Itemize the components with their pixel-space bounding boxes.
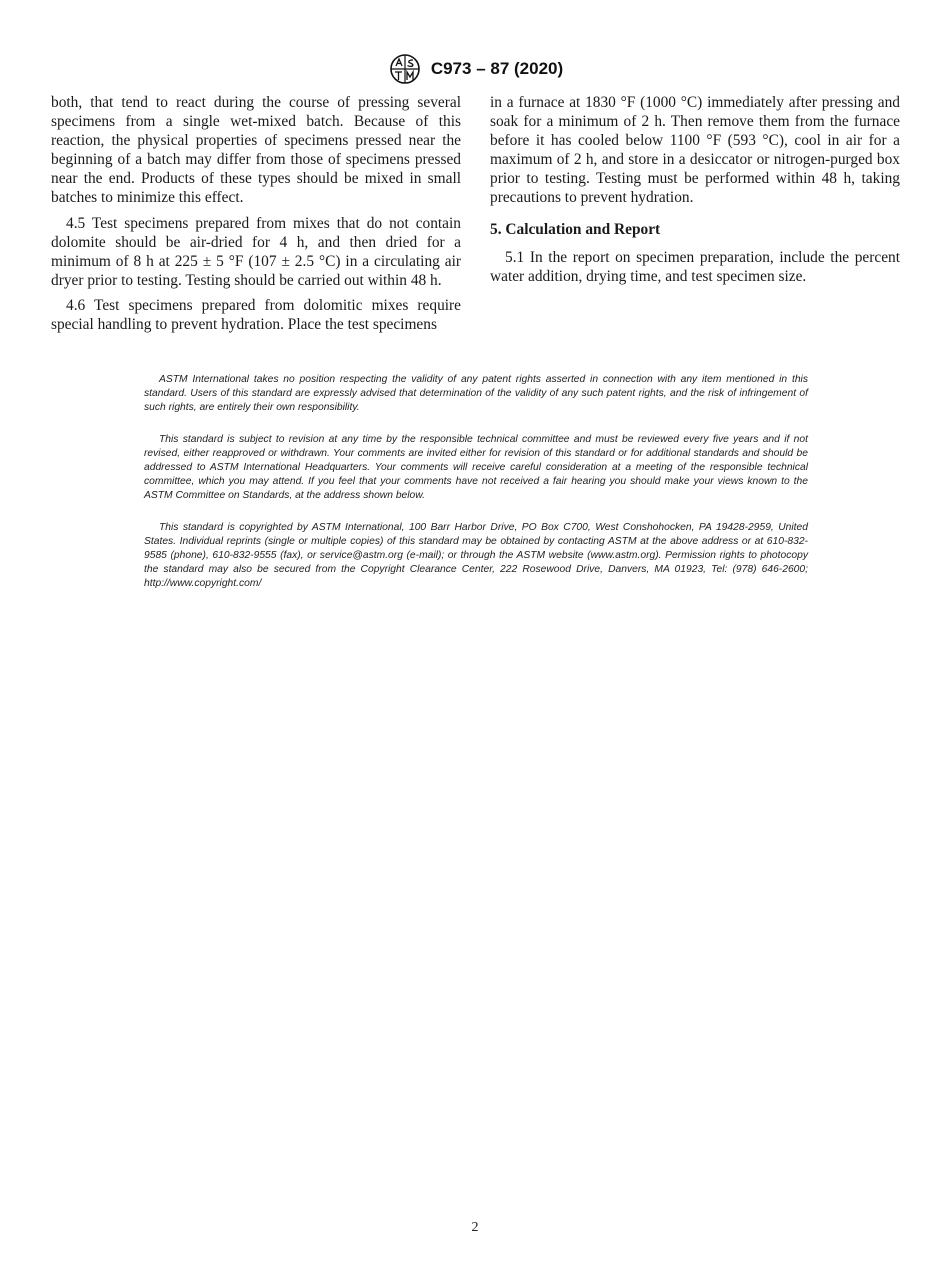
legal-notices [144, 373, 808, 609]
right-column [490, 93, 900, 292]
paragraph-5-1: 5.1 In the report on specimen preparation, include the percent water addition, drying time, and test specimen size. [490, 248, 900, 285]
paragraph-4-5: 4.5 Test specimens prepared from mixes that do not contain dolomite should be air-dried for 4 h, and then dried for a minimum of 8 h at 225 ± 5 °F (107 ± 2.5 °C) in a circulating air dryer prior to testing. Testing should be carried out within 48 h. [51, 214, 461, 289]
left-column [51, 93, 461, 340]
page-header [0, 52, 950, 86]
patent-notice: ASTM International takes no position respecting the validity of any patent rights asserted in connection with any item mentioned in this standard. Users of this standard are expressly advised that determination of the validity of any such patent rights, and the risk of infringement of such rights, are entirely their own responsibility. [144, 374, 808, 413]
document-id: C973 – 87 (2020) [430, 59, 564, 78]
astm-logo-icon [387, 52, 423, 86]
section-heading-5: 5. Calculation and Report [490, 220, 661, 238]
revision-notice: This standard is subject to revision at any time by the responsible technical committee and must be reviewed every five years and if not revised, either reapproved or withdrawn. Your comments are invited either for revision of this standard or for additional standards and should be addressed to ASTM International Headquarters. Your comments will receive careful consideration at a meeting of the responsible technical committee, which you may attend. If you feel that your comments have not received a fair hearing you should make your views known to the ASTM Committee on Standards, at the address shown below. [144, 434, 808, 501]
page-number: 2 [471, 1220, 479, 1235]
paragraph-4-6: 4.6 Test specimens prepared from dolomitic mixes require special handling to prevent hydration. Place the test specimens [51, 296, 461, 334]
paragraph-continued: both, that tend to react during the course of pressing several specimens from a single wet-mixed batch. Because of this reaction, the physical properties of specimens pressed near the beginning of a batch may differ from those of specimens pressed near the end. Products of these types should be mixed in small batches to minimize this effect. [51, 94, 461, 207]
paragraph-4-6-continued: in a furnace at 1830 °F (1000 °C) immediately after pressing and soak for a minimum of 2 h. Then remove them from the furnace before it has cooled below 1100 °F (593 °C), cool in air for a maximum of 2 h, and store in a desiccator or nitrogen-purged box prior to testing. Testing must be performed within 48 h, taking precautions to prevent hydration. [490, 94, 900, 207]
copyright-notice: This standard is copyrighted by ASTM International, 100 Barr Harbor Drive, PO Box C700, West Conshohocken, PA 19428-2959, United States. Individual reprints (single or multiple copies) of this standard may be obtained by contacting ASTM at the above address or at 610-832-9585 (phone), 610-832-9555 (fax), or service@astm.org (e-mail); or through the ASTM website (www.astm.org). Permission rights to photocopy the standard may also be secured from the Copyright Clearance Center, 222 Rosewood Drive, Danvers, MA 01923, Tel: (978) 646-2600; http://www.copyright.com/ [144, 522, 808, 589]
